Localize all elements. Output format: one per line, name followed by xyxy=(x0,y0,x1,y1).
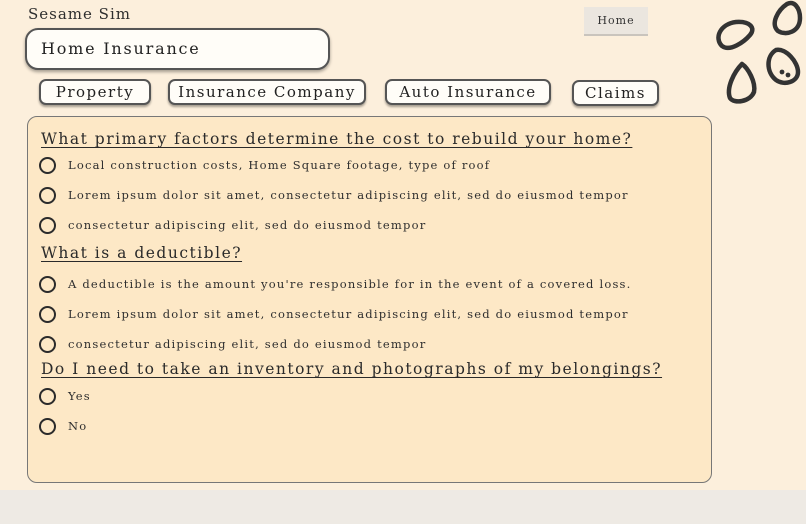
answer-label: Local construction costs, Home Square footage, type of roof xyxy=(68,158,491,172)
answer-option[interactable] xyxy=(39,303,629,325)
home-button[interactable]: Home xyxy=(584,7,648,36)
page-title: Home Insurance xyxy=(25,28,330,70)
tab-auto-insurance[interactable]: Auto Insurance xyxy=(385,79,551,105)
answer-label: consectetur adipiscing elit, sed do eiusmod tempor xyxy=(68,218,427,232)
answer-option[interactable] xyxy=(39,214,426,236)
answer-option[interactable] xyxy=(39,154,490,176)
answer-option[interactable] xyxy=(39,273,632,295)
radio-button[interactable] xyxy=(39,217,56,234)
radio-button[interactable] xyxy=(39,187,56,204)
answer-label: A deductible is the amount you're responsible for in the event of a covered loss. xyxy=(68,277,632,291)
footer-band xyxy=(0,490,806,524)
answer-option[interactable] xyxy=(39,385,91,407)
question-cost-to-rebuild: What primary factors determine the cost to rebuild your home? xyxy=(41,130,633,148)
question-deductible: What is a deductible? xyxy=(41,244,243,262)
answer-option[interactable] xyxy=(39,415,87,437)
app-title: Sesame Sim xyxy=(28,5,131,23)
tab-property[interactable]: Property xyxy=(39,79,151,105)
tab-claims[interactable]: Claims xyxy=(572,80,659,106)
answer-label: Lorem ipsum dolor sit amet, consectetur adipiscing elit, sed do eiusmod tempor xyxy=(68,307,629,321)
radio-button[interactable] xyxy=(39,418,56,435)
question-inventory: Do I need to take an inventory and photographs of my belongings? xyxy=(41,360,663,378)
radio-button[interactable] xyxy=(39,157,56,174)
answer-label: Lorem ipsum dolor sit amet, consectetur adipiscing elit, sed do eiusmod tempor xyxy=(68,188,629,202)
radio-button[interactable] xyxy=(39,336,56,353)
tab-insurance-company[interactable]: Insurance Company xyxy=(168,79,366,105)
answer-label: No xyxy=(68,419,88,433)
answer-option[interactable] xyxy=(39,184,629,206)
radio-button[interactable] xyxy=(39,306,56,323)
radio-button[interactable] xyxy=(39,388,56,405)
radio-button[interactable] xyxy=(39,276,56,293)
answer-label: consectetur adipiscing elit, sed do eiusmod tempor xyxy=(68,337,427,351)
answer-label: Yes xyxy=(68,389,91,403)
answer-option[interactable] xyxy=(39,333,426,355)
quiz-panel xyxy=(27,116,712,483)
seed-cluster-logo-icon xyxy=(712,0,806,110)
